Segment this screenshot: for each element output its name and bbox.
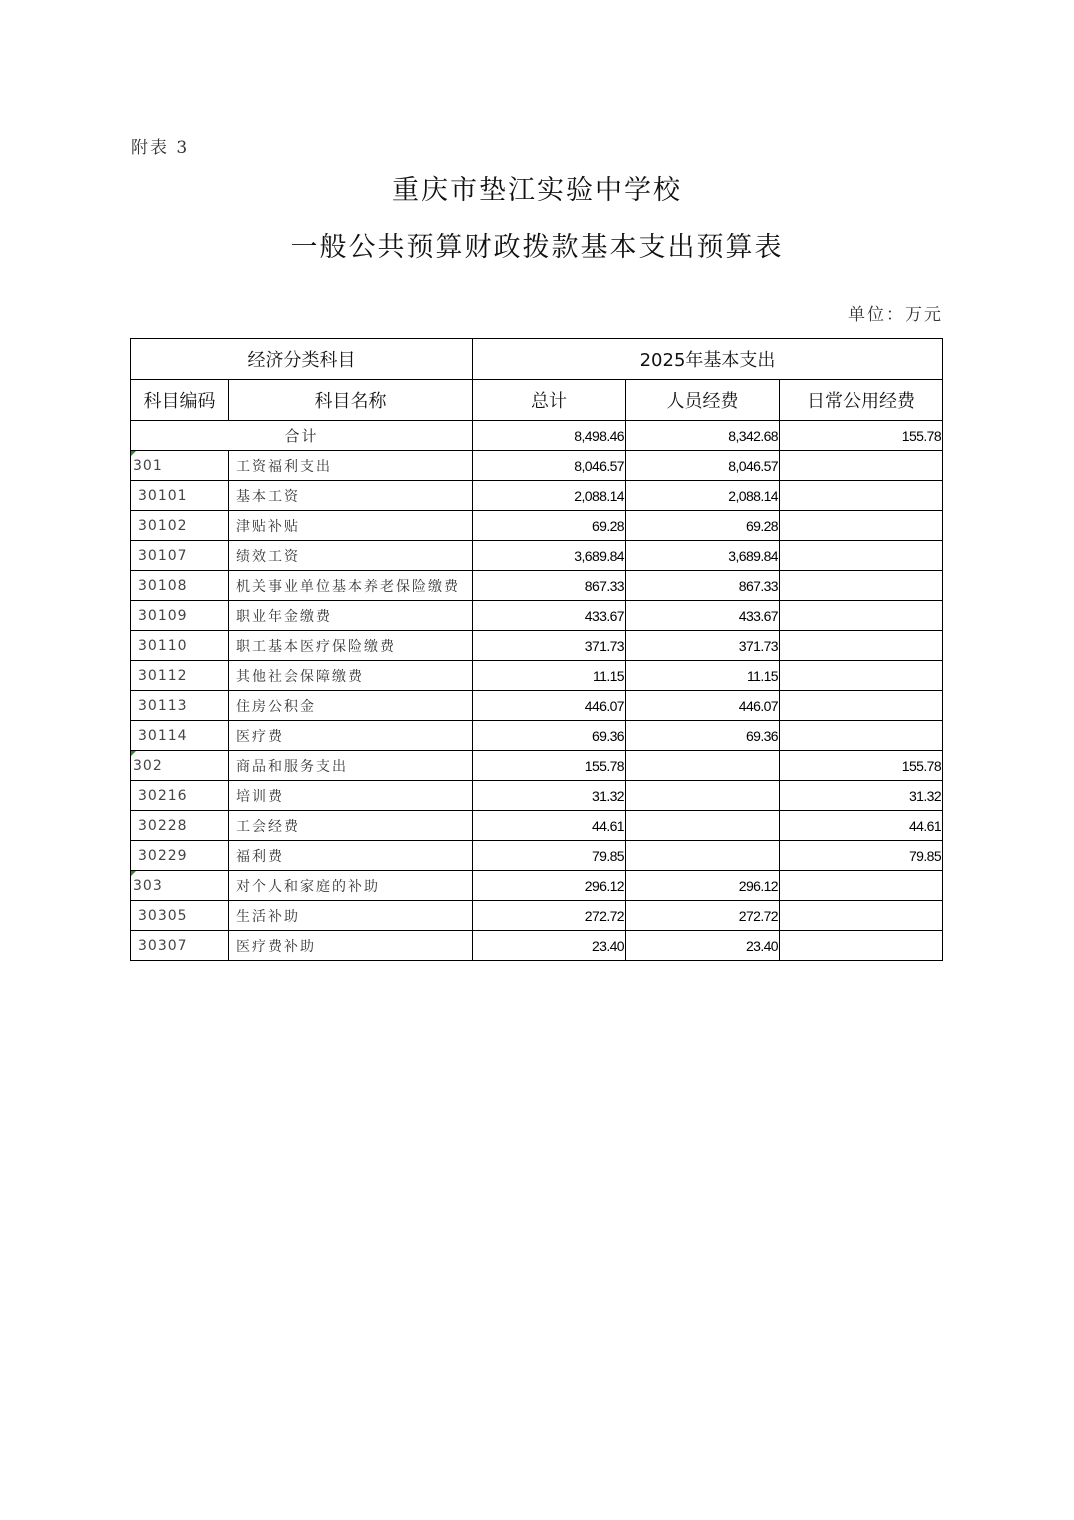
row-code: 30228	[131, 811, 229, 841]
row-personnel: 433.67	[626, 601, 780, 631]
row-name: 职工基本医疗保险缴费	[229, 631, 473, 661]
row-personnel: 69.28	[626, 511, 780, 541]
table-row	[131, 931, 943, 961]
row-total: 8,046.57	[473, 451, 626, 481]
row-public	[780, 661, 943, 691]
row-total: 3,689.84	[473, 541, 626, 571]
table-row	[131, 601, 943, 631]
row-personnel	[626, 751, 780, 781]
row-name: 住房公积金	[229, 691, 473, 721]
row-code: 30229	[131, 841, 229, 871]
row-personnel: 69.36	[626, 721, 780, 751]
row-name: 医疗费	[229, 721, 473, 751]
row-total: 867.33	[473, 571, 626, 601]
row-public	[780, 691, 943, 721]
row-code: 30107	[131, 541, 229, 571]
row-name: 医疗费补助	[229, 931, 473, 961]
header-total: 总计	[473, 380, 626, 421]
row-name: 津贴补贴	[229, 511, 473, 541]
row-personnel: 2,088.14	[626, 481, 780, 511]
row-total: 155.78	[473, 751, 626, 781]
table-row	[131, 511, 943, 541]
row-personnel	[626, 781, 780, 811]
row-code: 30102	[131, 511, 229, 541]
row-public: 31.32	[780, 781, 943, 811]
table-row	[131, 541, 943, 571]
total-personnel: 8,342.68	[626, 421, 780, 451]
row-name: 商品和服务支出	[229, 751, 473, 781]
total-label: 合计	[131, 421, 473, 451]
row-total: 296.12	[473, 871, 626, 901]
header-public: 日常公用经费	[780, 380, 943, 421]
appendix-label: 附表 3	[131, 138, 190, 158]
table-row	[131, 721, 943, 751]
row-total: 433.67	[473, 601, 626, 631]
row-code: 30109	[131, 601, 229, 631]
row-personnel: 3,689.84	[626, 541, 780, 571]
row-public	[780, 901, 943, 931]
row-name: 生活补助	[229, 901, 473, 931]
row-name: 福利费	[229, 841, 473, 871]
row-personnel	[626, 841, 780, 871]
unit-label: 单位：万元	[848, 305, 943, 325]
row-code: 30110	[131, 631, 229, 661]
row-public: 44.61	[780, 811, 943, 841]
table-row	[131, 691, 943, 721]
row-public	[780, 871, 943, 901]
row-name: 对个人和家庭的补助	[229, 871, 473, 901]
row-personnel: 296.12	[626, 871, 780, 901]
table-row	[131, 841, 943, 871]
row-code: 301	[131, 451, 229, 481]
table-row	[131, 811, 943, 841]
table-row	[131, 901, 943, 931]
row-public	[780, 541, 943, 571]
row-personnel: 867.33	[626, 571, 780, 601]
row-total: 79.85	[473, 841, 626, 871]
row-personnel	[626, 811, 780, 841]
row-name: 职业年金缴费	[229, 601, 473, 631]
row-public	[780, 571, 943, 601]
page-title-line2: 一般公共预算财政拨款基本支出预算表	[290, 232, 784, 263]
row-code: 30113	[131, 691, 229, 721]
total-total: 8,498.46	[473, 421, 626, 451]
row-code: 30101	[131, 481, 229, 511]
row-personnel: 8,046.57	[626, 451, 780, 481]
row-total: 371.73	[473, 631, 626, 661]
header-personnel: 人员经费	[626, 380, 780, 421]
table-row	[131, 481, 943, 511]
table-row	[131, 451, 943, 481]
row-total: 272.72	[473, 901, 626, 931]
row-public	[780, 931, 943, 961]
row-public	[780, 601, 943, 631]
total-public: 155.78	[780, 421, 943, 451]
row-name: 工会经费	[229, 811, 473, 841]
row-personnel: 371.73	[626, 631, 780, 661]
table-row	[131, 751, 943, 781]
row-code: 303	[131, 871, 229, 901]
row-total: 31.32	[473, 781, 626, 811]
row-total: 2,088.14	[473, 481, 626, 511]
row-personnel: 23.40	[626, 931, 780, 961]
row-public	[780, 451, 943, 481]
row-total: 69.36	[473, 721, 626, 751]
budget-table	[130, 338, 943, 961]
row-total: 446.07	[473, 691, 626, 721]
row-code: 302	[131, 751, 229, 781]
row-total: 44.61	[473, 811, 626, 841]
row-public	[780, 511, 943, 541]
table-row	[131, 631, 943, 661]
table-row	[131, 871, 943, 901]
total-row	[131, 421, 943, 451]
row-public: 79.85	[780, 841, 943, 871]
header-group-row	[131, 339, 943, 380]
row-code: 30305	[131, 901, 229, 931]
page-title-line1: 重庆市垫江实验中学校	[392, 175, 682, 206]
row-name: 机关事业单位基本养老保险缴费	[229, 571, 473, 601]
row-personnel: 446.07	[626, 691, 780, 721]
row-name: 培训费	[229, 781, 473, 811]
header-basic-expenditure: 2025年基本支出	[473, 339, 943, 380]
header-economic-classification: 经济分类科目	[131, 339, 473, 380]
row-code: 30307	[131, 931, 229, 961]
row-name: 工资福利支出	[229, 451, 473, 481]
row-public	[780, 721, 943, 751]
row-public: 155.78	[780, 751, 943, 781]
row-personnel: 272.72	[626, 901, 780, 931]
table-row	[131, 661, 943, 691]
row-total: 11.15	[473, 661, 626, 691]
row-code: 30114	[131, 721, 229, 751]
row-total: 23.40	[473, 931, 626, 961]
table-row	[131, 781, 943, 811]
row-personnel: 11.15	[626, 661, 780, 691]
row-code: 30112	[131, 661, 229, 691]
header-column-row	[131, 380, 943, 421]
row-public	[780, 481, 943, 511]
table-row	[131, 571, 943, 601]
row-code: 30216	[131, 781, 229, 811]
row-name: 基本工资	[229, 481, 473, 511]
row-public	[780, 631, 943, 661]
header-code: 科目编码	[131, 380, 229, 421]
row-code: 30108	[131, 571, 229, 601]
row-name: 其他社会保障缴费	[229, 661, 473, 691]
row-name: 绩效工资	[229, 541, 473, 571]
row-total: 69.28	[473, 511, 626, 541]
header-name: 科目名称	[229, 380, 473, 421]
